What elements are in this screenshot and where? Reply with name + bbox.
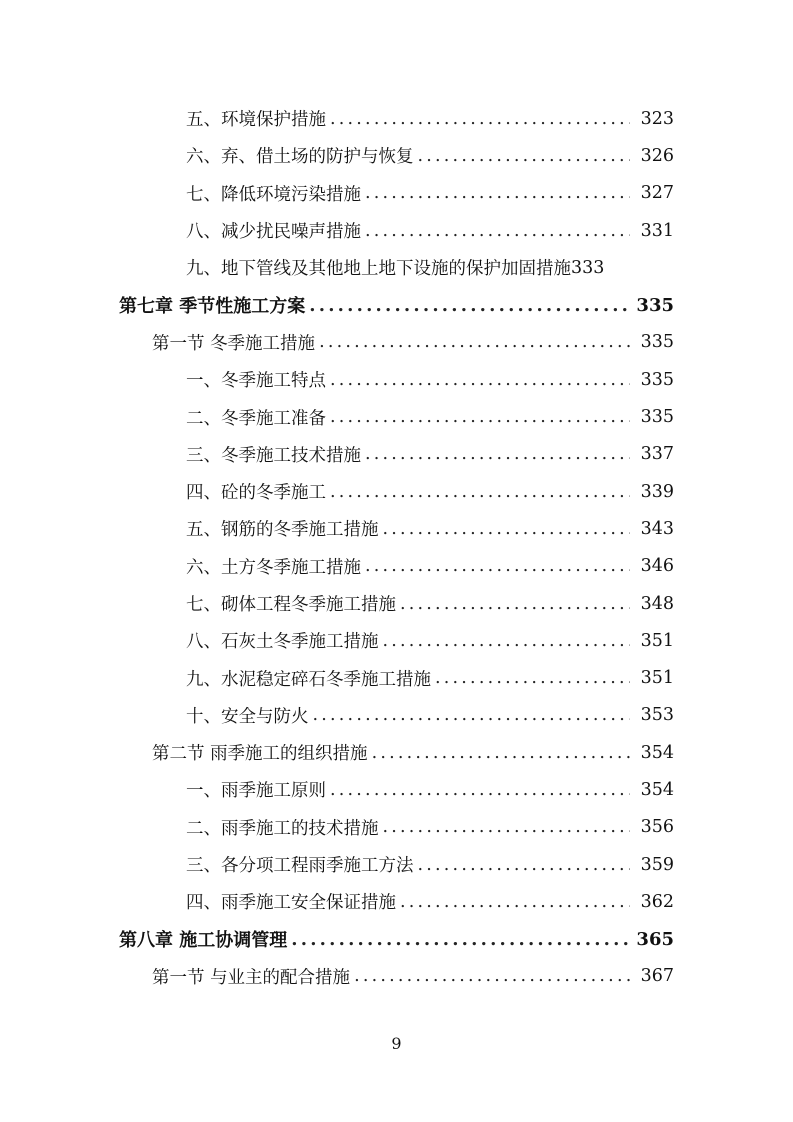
toc-entry-title: 四、雨季施工安全保证措施 <box>186 893 396 914</box>
toc-subsection-entry[interactable] <box>0 809 793 846</box>
toc-entry-page: 335 <box>636 294 674 316</box>
toc-entry-page: 359 <box>640 854 674 875</box>
toc-entry-page: 333 <box>571 257 605 278</box>
toc-entry-page: 362 <box>640 891 674 912</box>
toc-dot-leader <box>418 855 631 875</box>
toc-dot-leader <box>319 332 630 352</box>
toc-entry-page: 365 <box>636 928 674 950</box>
toc-entry-title: 第八章 施工协调管理 <box>119 930 288 952</box>
toc-entry-title: 九、地下管线及其他地上地下设施的保护加固措施 <box>186 259 571 280</box>
toc-entry-title: 第一节 与业主的配合措施 <box>152 967 351 988</box>
toc-entry-page: 327 <box>640 183 674 204</box>
toc-entry-page: 348 <box>640 593 674 614</box>
toc-entry-page: 343 <box>640 518 674 539</box>
table-of-contents <box>0 100 793 995</box>
toc-dot-leader <box>330 407 630 427</box>
toc-entry-title: 三、冬季施工技术措施 <box>186 445 361 466</box>
toc-dot-leader <box>435 668 630 688</box>
toc-entry-title: 四、砼的冬季施工 <box>186 483 326 504</box>
toc-entry-title: 二、雨季施工的技术措施 <box>186 818 379 839</box>
toc-entry-title: 一、冬季施工特点 <box>186 371 326 392</box>
toc-entry-page: 326 <box>640 145 674 166</box>
toc-dot-leader <box>330 109 630 129</box>
toc-subsection-entry[interactable] <box>0 659 793 696</box>
toc-dot-leader <box>383 817 631 837</box>
toc-dot-leader <box>372 743 630 763</box>
toc-dot-leader <box>365 183 630 203</box>
toc-subsection-entry[interactable] <box>0 771 793 808</box>
toc-entry-page: 354 <box>640 742 674 763</box>
toc-entry-title: 第一节 冬季施工措施 <box>152 333 316 354</box>
toc-dot-leader <box>330 370 630 390</box>
toc-entry-page: 353 <box>640 705 674 726</box>
toc-subsection-entry[interactable] <box>0 697 793 734</box>
toc-subsection-entry[interactable] <box>0 212 793 249</box>
toc-entry-title: 七、降低环境污染措施 <box>186 184 361 205</box>
toc-entry-page: 323 <box>640 108 674 129</box>
toc-dot-leader <box>354 966 630 986</box>
toc-chapter-entry[interactable] <box>0 921 793 958</box>
toc-dot-leader <box>400 892 630 912</box>
toc-section-entry[interactable] <box>0 324 793 361</box>
toc-entry-page: 351 <box>640 630 674 651</box>
toc-subsection-entry[interactable] <box>0 436 793 473</box>
toc-entry-title: 九、水泥稳定碎石冬季施工措施 <box>186 669 431 690</box>
toc-subsection-entry[interactable] <box>0 175 793 212</box>
toc-entry-title: 三、各分项工程雨季施工方法 <box>186 856 414 877</box>
toc-entry-title: 第二节 雨季施工的组织措施 <box>152 744 368 765</box>
toc-entry-title: 五、钢筋的冬季施工措施 <box>186 520 379 541</box>
toc-dot-leader <box>383 631 631 651</box>
toc-chapter-entry[interactable] <box>0 286 793 323</box>
toc-entry-title: 一、雨季施工原则 <box>186 781 326 802</box>
toc-subsection-entry[interactable] <box>0 510 793 547</box>
toc-entry-title: 八、石灰土冬季施工措施 <box>186 632 379 653</box>
toc-subsection-entry[interactable] <box>0 100 793 137</box>
toc-subsection-entry[interactable] <box>0 622 793 659</box>
toc-dot-leader <box>330 482 630 502</box>
toc-entry-page: 356 <box>640 817 674 838</box>
toc-subsection-entry[interactable] <box>0 883 793 920</box>
toc-dot-leader <box>383 519 631 539</box>
toc-subsection-entry[interactable] <box>0 361 793 398</box>
toc-dot-leader <box>365 444 630 464</box>
toc-subsection-entry[interactable] <box>0 473 793 510</box>
toc-entry-page: 339 <box>640 481 674 502</box>
toc-entry-page: 335 <box>640 369 674 390</box>
toc-section-entry[interactable] <box>0 734 793 771</box>
toc-entry-page: 354 <box>640 779 674 800</box>
toc-subsection-entry[interactable] <box>0 846 793 883</box>
toc-subsection-entry[interactable] <box>0 585 793 622</box>
page-number: 9 <box>391 1034 402 1053</box>
toc-entry-title: 第七章 季节性施工方案 <box>119 296 306 318</box>
toc-subsection-entry[interactable] <box>0 548 793 585</box>
toc-entry-title: 八、减少扰民噪声措施 <box>186 222 361 243</box>
toc-dot-leader <box>400 594 630 614</box>
toc-entry-page: 351 <box>640 668 674 689</box>
toc-entry-page: 346 <box>640 556 674 577</box>
toc-subsection-entry[interactable] <box>0 249 793 286</box>
toc-section-entry[interactable] <box>0 958 793 995</box>
toc-dot-leader <box>309 295 630 316</box>
toc-entry-page: 367 <box>640 966 674 987</box>
toc-entry-page: 337 <box>640 444 674 465</box>
toc-entry-title: 六、土方冬季施工措施 <box>186 557 361 578</box>
toc-entry-page: 335 <box>640 407 674 428</box>
toc-entry-title: 七、砌体工程冬季施工措施 <box>186 595 396 615</box>
toc-dot-leader <box>365 556 630 576</box>
toc-subsection-entry[interactable] <box>0 137 793 174</box>
toc-dot-leader <box>330 780 630 800</box>
toc-entry-title: 五、环境保护措施 <box>186 110 326 131</box>
toc-entry-page: 331 <box>640 220 674 241</box>
toc-entry-title: 六、弃、借土场的防护与恢复 <box>186 147 414 168</box>
toc-subsection-entry[interactable] <box>0 398 793 435</box>
toc-dot-leader <box>418 146 631 166</box>
toc-dot-leader <box>291 929 630 950</box>
toc-entry-page: 335 <box>640 332 674 353</box>
toc-dot-leader <box>313 705 631 725</box>
toc-dot-leader <box>365 221 630 241</box>
toc-entry-title: 二、冬季施工准备 <box>186 408 326 429</box>
toc-entry-title: 十、安全与防火 <box>186 706 309 727</box>
